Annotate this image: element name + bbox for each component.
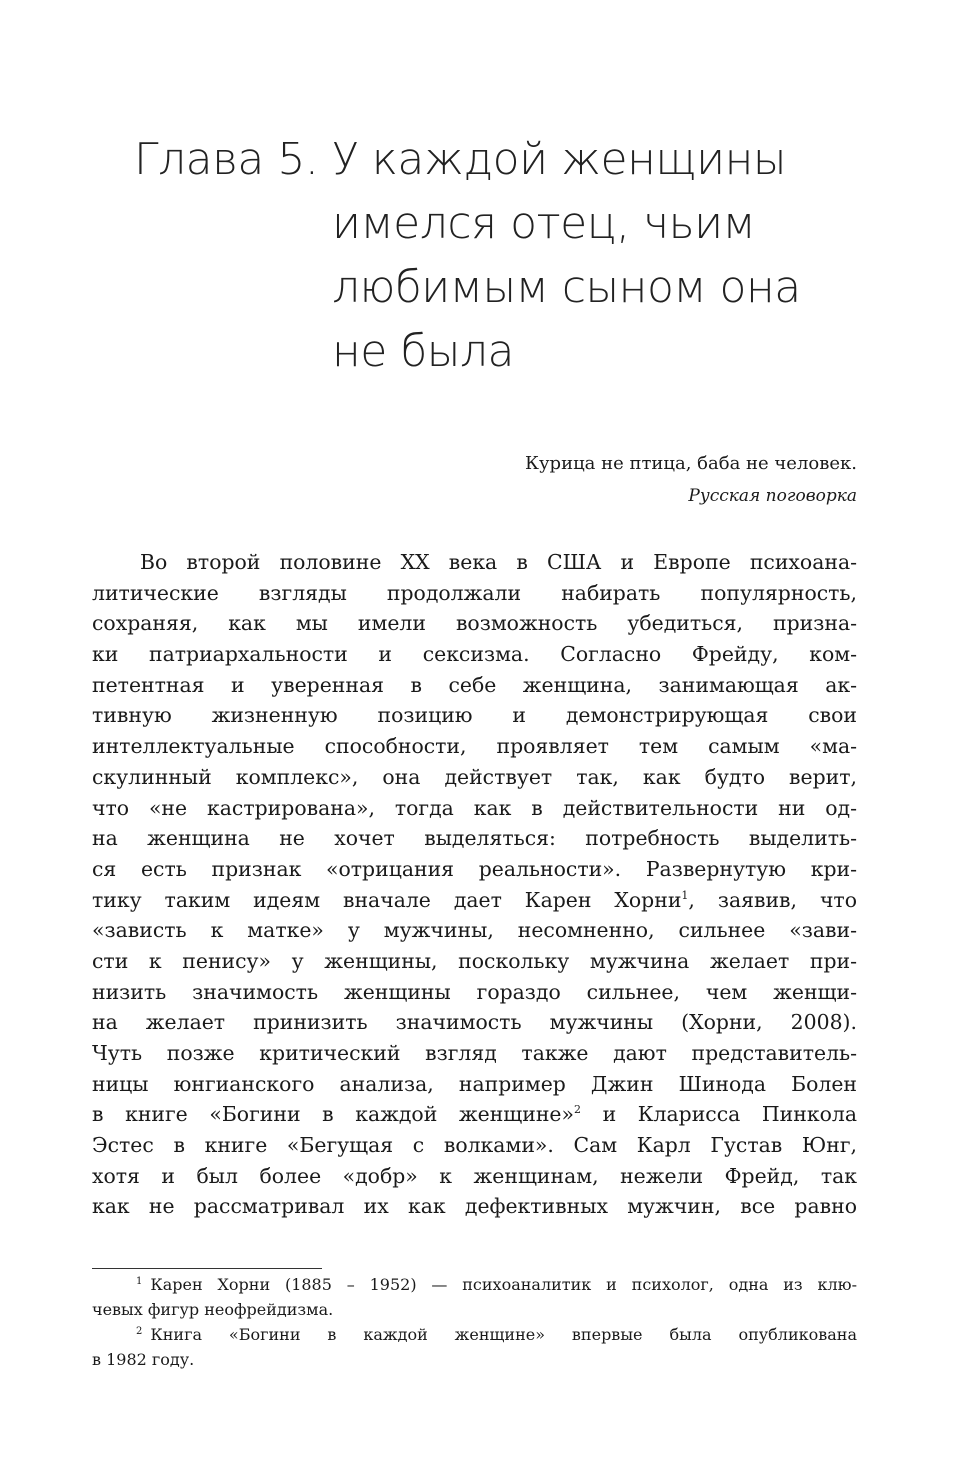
chapter-title-line bbox=[134, 128, 854, 192]
footnote-ref[interactable]: 1 bbox=[681, 888, 689, 902]
body-line: интеллектуальные способности, проявляет тем самым «ма- bbox=[92, 734, 857, 759]
footnote-mark: 1 bbox=[136, 1275, 143, 1287]
body-line bbox=[92, 1099, 857, 1130]
footnote-divider bbox=[92, 1268, 322, 1269]
body-line: Во второй половине XX века в США и Европе психоана- bbox=[140, 550, 857, 574]
body-line: литические взгляды продолжали набирать популярность, bbox=[92, 580, 857, 605]
footnote-mark: 2 bbox=[136, 1325, 143, 1337]
body-line: хотя и был более «добр» к женщинам, нежели Фрейд, так bbox=[92, 1163, 857, 1188]
footnote-2: $^2$ Книга «Богини в каждой женщине» впервые была опубликована bbox=[136, 1325, 857, 1344]
body-line: что «не кастрирована», тогда как в действительности ни од- bbox=[92, 795, 857, 820]
epigraph bbox=[525, 448, 857, 512]
body-line bbox=[92, 885, 857, 916]
body-line: ницы юнгианского анализа, например Джин Шинода Болен bbox=[92, 1071, 857, 1096]
body-line: тивную жизненную позицию и демонстрирующая свои bbox=[92, 703, 857, 728]
footnotes bbox=[92, 1272, 857, 1372]
chapter-title-line: не была bbox=[332, 326, 514, 377]
body-line: как не рассматривал их как дефективных мужчин, все равно bbox=[92, 1194, 857, 1219]
chapter-title-text: У каждой женщины bbox=[332, 134, 787, 185]
body-paragraph bbox=[92, 547, 857, 1222]
chapter-title bbox=[134, 128, 854, 384]
body-line: низить значимость женщины гораздо сильнее, чем женщи- bbox=[92, 979, 857, 1004]
body-line-text: , заявив, что bbox=[688, 887, 857, 912]
footnote-1: $^1$ Карен Хорни (1885 – 1952) — психоаналитик и психолог, одна из клю- bbox=[136, 1275, 857, 1294]
footnote-1-cont: чевых фигур неофрейдизма. bbox=[92, 1300, 334, 1319]
footnote-ref[interactable]: 2 bbox=[573, 1103, 581, 1117]
body-line-text: в книге «Богини в каждой женщине» bbox=[92, 1102, 574, 1127]
body-line: на желает принизить значимость мужчины (Хорни, 2008). bbox=[92, 1010, 857, 1035]
chapter-number: Глава 5. bbox=[134, 134, 319, 185]
body-line: на женщина не хочет выделяться: потребность выделить- bbox=[92, 826, 857, 851]
body-line: сохраняя, как мы имели возможность убедиться, призна- bbox=[92, 611, 857, 636]
body-line: скулинный комплекс», она действует так, как будто верит, bbox=[92, 764, 857, 789]
epigraph-quote: Курица не птица, баба не человек. bbox=[525, 453, 857, 474]
chapter-title-line: имелся отец, чьим bbox=[332, 198, 756, 249]
body-line-text: и Кларисса Пинкола bbox=[580, 1102, 857, 1127]
chapter-title-line: любимым сыном она bbox=[332, 262, 801, 313]
body-line: петентная и уверенная в себе женщина, занимающая ак- bbox=[92, 672, 857, 697]
body-line: «зависть к матке» у мужчины, несомненно, сильнее «зави- bbox=[92, 918, 857, 943]
body-line: Чуть позже критический взгляд также дают представитель- bbox=[92, 1041, 857, 1065]
body-line: сти к пенису» у женщины, поскольку мужчина желает при- bbox=[92, 948, 857, 973]
body-line: Эстес в книге «Бегущая с волками». Сам Карл Густав Юнг, bbox=[92, 1133, 857, 1158]
footnote-2-cont: в 1982 году. bbox=[92, 1350, 195, 1369]
body-line: ки патриархальности и сексизма. Согласно Фрейду, ком- bbox=[92, 642, 857, 667]
epigraph-source: Русская поговорка bbox=[688, 486, 857, 506]
body-line: ся есть признак «отрицания реальности». Развернутую кри- bbox=[92, 856, 857, 881]
body-line-text: тику таким идеям вначале дает Карен Хорни bbox=[92, 887, 682, 912]
